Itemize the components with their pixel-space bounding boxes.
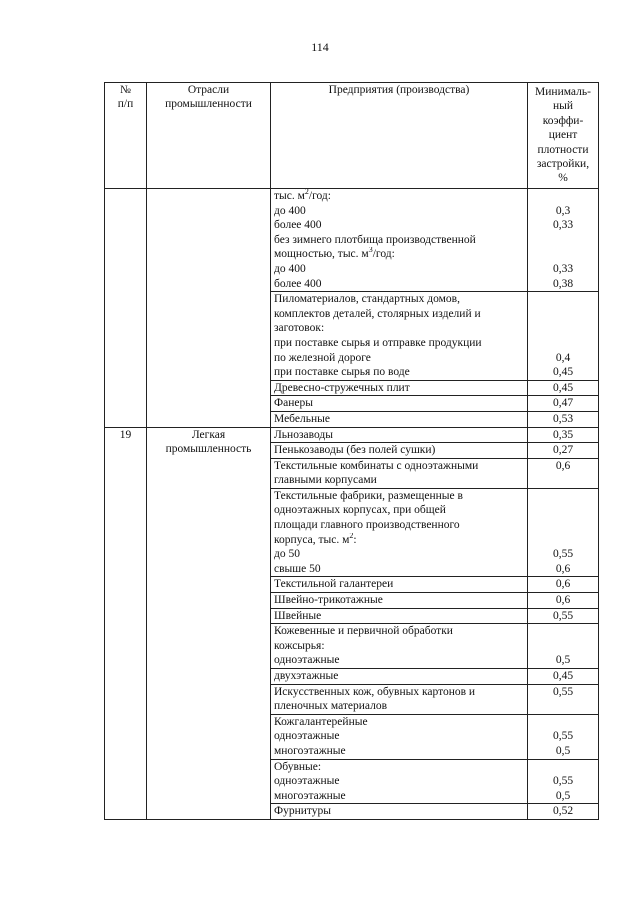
enterprise-line: до 400 <box>274 204 306 217</box>
enterprise-line: при поставке сырья и отправке продукции <box>274 336 482 349</box>
header-industry-line: промышленности <box>165 98 252 110</box>
density-value <box>531 518 595 533</box>
enterprise-cell <box>271 458 528 488</box>
table-row <box>105 189 599 292</box>
density-value: 0,53 <box>552 412 574 425</box>
density-value-cell <box>528 443 599 459</box>
enterprise-line: мощностью, тыс. $м^3$/год: <box>274 247 395 261</box>
density-value <box>531 321 595 336</box>
page-number: 114 <box>311 40 329 54</box>
table-body <box>105 189 599 820</box>
header-number <box>105 83 147 189</box>
enterprise-cell <box>271 189 528 292</box>
enterprise-line: одноэтажные <box>274 775 340 788</box>
enterprise-line: многоэтажные <box>274 744 346 757</box>
density-value: 0,3 <box>555 204 571 217</box>
enterprise-line: Текстильные комбинаты с одноэтажными <box>274 459 479 472</box>
density-value: 0,6 <box>555 578 571 591</box>
enterprise-cell <box>271 577 528 593</box>
row-number <box>105 189 147 428</box>
density-value <box>531 624 595 639</box>
enterprise-line: без зимнего плотбища производственной <box>274 233 476 246</box>
header-value-line: застройки, <box>536 158 590 171</box>
industry-line: промышленность <box>165 443 252 456</box>
density-value-cell <box>528 593 599 609</box>
density-value: 0,55 <box>552 730 574 743</box>
enterprise-cell <box>271 804 528 820</box>
enterprise-line: многоэтажные <box>274 789 346 802</box>
enterprise-line: Текстильные фабрики, размещенные в <box>274 489 463 502</box>
density-value <box>531 473 595 488</box>
density-value: 0,52 <box>552 805 574 818</box>
enterprise-line: Искусственных кож, обувных картонов и <box>274 685 476 698</box>
density-value <box>531 247 595 262</box>
industry-cell <box>147 189 271 428</box>
density-value <box>531 233 595 248</box>
density-value: 0,5 <box>555 789 571 802</box>
density-value: 0,5 <box>555 744 571 757</box>
density-value <box>531 639 595 654</box>
density-value-cell <box>528 714 599 759</box>
density-value: 0,6 <box>555 562 571 575</box>
enterprise-line: главными корпусами <box>274 474 377 487</box>
density-value: 0,27 <box>552 444 574 457</box>
enterprise-cell <box>271 714 528 759</box>
header-min-density <box>528 83 599 189</box>
density-value: 0,4 <box>555 351 571 364</box>
header-enterprise: Предприятия (производства) <box>271 83 528 189</box>
enterprise-line: Льнозаводы <box>274 428 333 441</box>
enterprise-line: Фанеры <box>274 397 313 410</box>
density-value <box>531 189 595 204</box>
density-value-cell <box>528 488 599 577</box>
density-value-cell <box>528 624 599 669</box>
header-number-line: № <box>120 84 131 96</box>
header-industry <box>147 83 271 189</box>
enterprise-line: до 400 <box>274 262 306 275</box>
header-number-line: п/п <box>117 98 134 110</box>
header-value-line: ный <box>552 100 574 113</box>
density-value <box>531 292 595 307</box>
enterprise-line: Мебельные <box>274 412 330 425</box>
density-value <box>531 533 595 548</box>
enterprise-line: одноэтажные <box>274 730 340 743</box>
density-value: 0,45 <box>552 366 574 379</box>
density-value: 0,47 <box>552 397 574 410</box>
density-value <box>531 307 595 322</box>
enterprise-line: Обувные: <box>274 760 322 773</box>
enterprise-cell <box>271 411 528 427</box>
enterprise-line: двухэтажные <box>274 670 339 682</box>
density-value: 0,45 <box>552 670 574 682</box>
enterprise-cell <box>271 608 528 624</box>
density-value: 0,5 <box>555 654 571 667</box>
density-value-cell <box>528 804 599 820</box>
density-value: 0,35 <box>552 428 574 441</box>
density-value <box>531 760 595 775</box>
density-value-cell <box>528 608 599 624</box>
enterprise-cell <box>271 684 528 714</box>
enterprise-cell <box>271 624 528 669</box>
header-value-line: плотности <box>537 143 589 156</box>
density-value: 0,38 <box>552 277 574 290</box>
header-value-line: циент <box>548 129 578 142</box>
enterprise-cell <box>271 443 528 459</box>
density-value: 0,33 <box>552 262 574 275</box>
enterprise-line: заготовок: <box>274 322 325 335</box>
density-value: 0,55 <box>552 609 574 622</box>
density-table <box>104 82 599 820</box>
density-value-cell <box>528 427 599 443</box>
density-value <box>531 336 595 351</box>
enterprise-line: кожсырья: <box>274 639 325 652</box>
enterprise-line: по железной дороге <box>274 351 371 364</box>
enterprise-line: тыс. $м^2$/год: <box>274 189 331 202</box>
enterprise-line: площади главного производственного <box>274 519 460 532</box>
header-value-line: коэффи- <box>542 114 584 127</box>
header-value-line: % <box>558 172 568 185</box>
density-value: 0,6 <box>555 594 571 607</box>
enterprise-cell <box>271 380 528 396</box>
enterprise-line: при поставке сырья по воде <box>274 366 410 379</box>
industry-cell <box>147 427 271 819</box>
density-value <box>531 715 595 730</box>
enterprise-line: Пенькозаводы (без полей сушки) <box>274 444 436 457</box>
density-value-cell <box>528 189 599 292</box>
enterprise-line: одноэтажных корпусах, при общей <box>274 504 446 517</box>
table-row <box>105 427 599 443</box>
density-value-cell <box>528 669 599 685</box>
table-header-row <box>105 83 599 189</box>
enterprise-cell <box>271 427 528 443</box>
density-value <box>531 489 595 504</box>
density-value <box>531 699 595 714</box>
enterprise-line: более 400 <box>274 219 322 232</box>
enterprise-line: Швейно-трикотажные <box>274 594 383 607</box>
enterprise-cell <box>271 396 528 412</box>
enterprise-line: корпуса, тыс. $м^2$: <box>274 532 357 546</box>
industry-line: Легкая <box>191 428 226 441</box>
enterprise-cell <box>271 759 528 804</box>
header-industry-line: Отрасли <box>187 84 230 96</box>
density-value <box>531 503 595 518</box>
density-value: 0,55 <box>552 685 574 698</box>
enterprise-line: Фурнитуры <box>274 805 331 818</box>
enterprise-line: пленочных материалов <box>274 700 388 713</box>
density-value-cell <box>528 577 599 593</box>
density-value-cell <box>528 411 599 427</box>
enterprise-line: до 50 <box>274 548 300 561</box>
enterprise-line: Текстильной галантереи <box>274 578 394 591</box>
enterprise-line: Кожевенные и первичной обработки <box>274 625 453 638</box>
density-value-cell <box>528 684 599 714</box>
enterprise-line: Швейные <box>274 609 322 622</box>
density-value-cell <box>528 292 599 381</box>
header-value-line: Минималь- <box>535 86 591 98</box>
enterprise-line: более 400 <box>274 277 322 290</box>
density-value-cell <box>528 458 599 488</box>
density-value-cell <box>528 396 599 412</box>
enterprise-line: Кожгалантерейные <box>274 715 368 728</box>
row-number: 19 <box>105 427 147 819</box>
enterprise-cell <box>271 593 528 609</box>
density-value-cell <box>528 380 599 396</box>
density-value: 0,6 <box>555 459 571 472</box>
enterprise-line: одноэтажные <box>274 654 340 667</box>
density-value-cell <box>528 759 599 804</box>
enterprise-line: свыше 50 <box>274 562 321 575</box>
enterprise-cell <box>271 292 528 381</box>
enterprise-cell <box>271 669 528 685</box>
density-value: 0,55 <box>552 775 574 788</box>
density-value: 0,45 <box>552 381 574 394</box>
enterprise-line: Пиломатериалов, стандартных домов, <box>274 293 460 306</box>
enterprise-line: комплектов деталей, столярных изделий и <box>274 307 481 320</box>
density-value: 0,33 <box>552 219 574 232</box>
enterprise-line: Древесно-стружечных плит <box>274 381 410 394</box>
density-value: 0,55 <box>552 548 574 561</box>
enterprise-cell <box>271 488 528 577</box>
